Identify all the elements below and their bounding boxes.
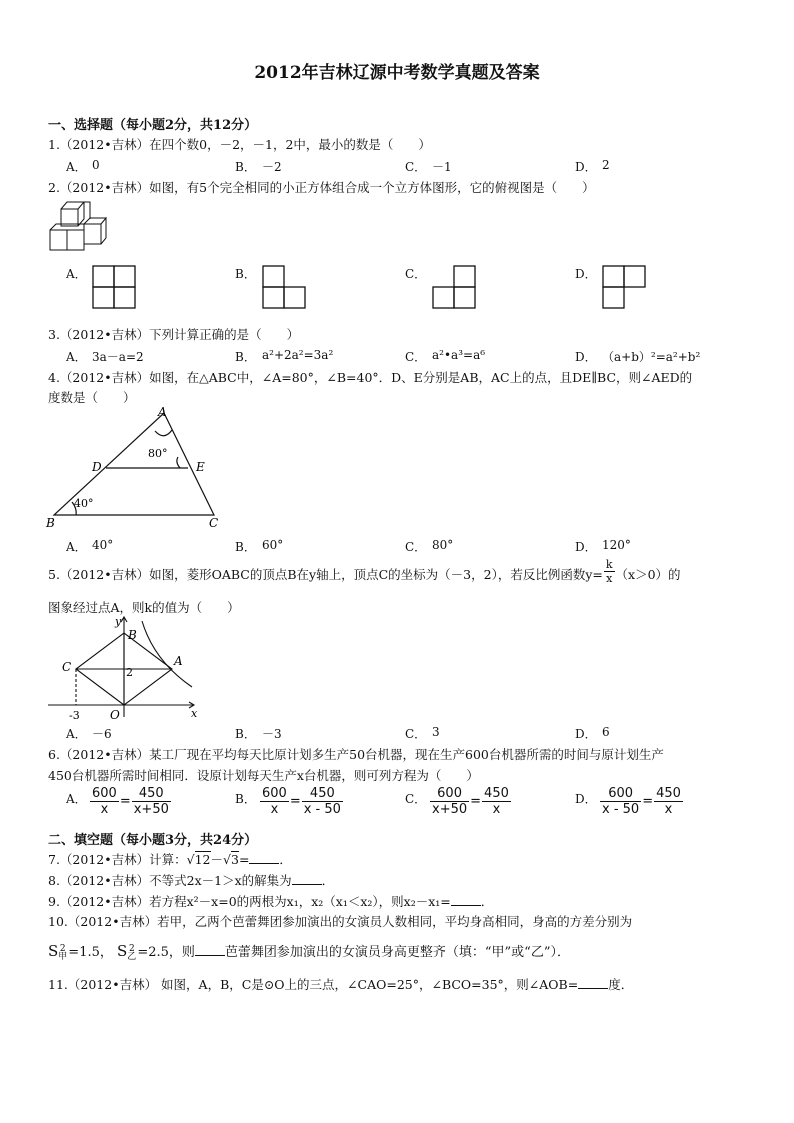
q4-option-b: 60°: [262, 538, 284, 552]
option-label: C．: [405, 160, 427, 174]
option-label: C．: [405, 727, 427, 741]
question-1-stem: 1.（2012•吉林）在四个数0，－2，－1，2中，最小的数是（ ）: [48, 137, 431, 152]
q2-option-a-grid: [92, 265, 138, 311]
section-choice-heading: 一、选择题（每小题2分，共12分）: [48, 118, 258, 133]
option-label: B．: [235, 350, 256, 364]
q1-option-b: －2: [262, 160, 282, 174]
question-8-stem: 8.（2012•吉林）不等式2x－1＞x的解集为 ．: [48, 873, 335, 888]
q3-option-c: a²•a³=a⁶: [432, 348, 486, 362]
option-label: D．: [575, 540, 597, 554]
rhombus-coordinate-figure: [44, 613, 204, 723]
q5-option-b: －3: [262, 727, 282, 741]
vertex-c-label: C: [62, 660, 72, 674]
option-label: B．: [235, 727, 256, 741]
k-over-x-fraction: $\frac{k}{x}$: [605, 558, 613, 585]
origin-label: O: [110, 708, 120, 722]
q1-option-d: 2: [602, 158, 610, 172]
option-label: D．: [575, 267, 597, 281]
question-10-stem: 10.（2012•吉林）若甲，乙两个芭蕾舞团参加演出的女演员人数相同，平均身高相同，身高的方差分别为: [48, 914, 633, 929]
option-label: C．: [405, 267, 427, 281]
vertex-a-label: A: [158, 405, 167, 419]
page-title: 2012年吉林辽源中考数学真题及答案: [254, 63, 540, 83]
q6-option-c: $\frac{600}{x+50}$ = $\frac{450}{x}$: [432, 786, 509, 817]
q4-option-d: 120°: [602, 538, 631, 552]
neg3-label: -3: [69, 709, 80, 722]
angle-b-label: 40°: [74, 497, 94, 510]
section-fill-heading: 二、填空题（每小题3分，共24分）: [48, 833, 258, 848]
q6-option-a: $\frac{600}{x}$ = $\frac{450}{x+50}$: [92, 786, 169, 817]
question-4-stem: 4.（2012•吉林）如图，在△ABC中，∠A=80°，∠B=40°．D、E分别是AB，AC上的点，且DE∥BC，则∠AED的: [48, 370, 693, 385]
vertex-b-label: B: [128, 628, 137, 642]
option-label: D．: [575, 792, 597, 806]
q5-option-d: 6: [602, 725, 610, 739]
vertex-a-label: A: [174, 654, 183, 668]
option-label: B．: [235, 540, 256, 554]
question-6-stem: 6.（2012•吉林）某工厂现在平均每天比原计划多生产50台机器，现在生产600台机器所需的时间与原计划生产: [48, 747, 664, 762]
question-10-stem-cont: S 2 甲 =1.5， S 2 乙 =2.5，则 芭蕾舞团参加演出的女演员身高更整齐（填：“甲”或“乙”）．: [48, 942, 570, 962]
q1-option-a: 0: [92, 158, 100, 172]
option-label: D．: [575, 350, 597, 364]
option-label: D．: [575, 160, 597, 174]
option-label: B．: [235, 267, 256, 281]
option-label: C．: [405, 792, 427, 806]
cube-stack-figure: [46, 196, 110, 260]
q2-option-b-grid: [262, 265, 308, 311]
q5-option-c: 3: [432, 725, 440, 739]
answer-blank[interactable]: [578, 976, 608, 989]
question-5-stem: 5.（2012•吉林）如图，菱形OABC的顶点B在y轴上，顶点C的坐标为（－3，2），若反比例函数y= $\frac{k}{x}$ （x＞0）的: [48, 558, 681, 585]
point-d-label: D: [92, 460, 102, 474]
q3-option-b: a²+2a²=3a²: [262, 348, 334, 362]
vertex-b-label: B: [46, 516, 55, 530]
answer-blank[interactable]: [249, 851, 279, 864]
q5-option-a: －6: [92, 727, 112, 741]
option-label: A．: [66, 350, 87, 364]
angle-a-label: 80°: [148, 447, 168, 460]
option-label: C．: [405, 540, 427, 554]
question-11-stem: 11.（2012•吉林） 如图，A，B，C是⊙O上的三点，∠CAO=25°，∠BCO=35°，则∠AOB= 度．: [48, 977, 634, 992]
option-label: A．: [66, 160, 87, 174]
option-label: A．: [66, 540, 87, 554]
q6-option-d: $\frac{600}{x - 50}$ = $\frac{450}{x}$: [602, 786, 681, 817]
question-3-stem: 3.（2012•吉林）下列计算正确的是（ ）: [48, 327, 300, 342]
vertex-c-label: C: [209, 516, 219, 530]
q4-option-c: 80°: [432, 538, 454, 552]
q2-option-d-grid: [602, 265, 648, 311]
q2-option-c-grid: [432, 265, 478, 311]
height-2-label: 2: [126, 666, 133, 679]
option-label: B．: [235, 792, 256, 806]
answer-blank[interactable]: [195, 943, 225, 956]
axis-y-label: y: [115, 615, 122, 628]
answer-blank[interactable]: [292, 872, 322, 885]
q3-option-a: 3a－a=2: [92, 350, 144, 364]
option-label: D．: [575, 727, 597, 741]
question-6-stem-cont: 450台机器所需时间相同．设原计划每天生产x台机器，则可列方程为（ ）: [48, 768, 479, 783]
option-label: B．: [235, 160, 256, 174]
q3-option-d: （a+b）²=a²+b²: [602, 350, 701, 364]
option-label: A．: [66, 727, 87, 741]
option-label: C．: [405, 350, 427, 364]
q6-option-b: $\frac{600}{x}$ = $\frac{450}{x - 50}$: [262, 786, 341, 817]
sqrt-icon: √: [186, 852, 195, 867]
sqrt-icon: √: [223, 852, 231, 867]
option-label: A．: [66, 792, 87, 806]
q1-option-c: －1: [432, 160, 452, 174]
axis-x-label: x: [191, 707, 198, 720]
triangle-abc-figure: [44, 405, 234, 530]
option-label: A．: [66, 267, 87, 281]
answer-blank[interactable]: [451, 893, 481, 906]
question-4-stem-cont: 度数是（ ）: [48, 390, 136, 405]
question-5-stem-cont: 图象经过点A，则k的值为（ ）: [48, 600, 240, 615]
q4-option-a: 40°: [92, 538, 114, 552]
question-7-stem: 7.（2012•吉林）计算：√12－√3= ．: [48, 852, 292, 867]
question-2-stem: 2.（2012•吉林）如图，有5个完全相同的小正方体组合成一个立方体图形，它的俯视图是（ ）: [48, 180, 595, 195]
point-e-label: E: [196, 460, 205, 474]
question-9-stem: 9.（2012•吉林）若方程x²－x=0的两根为x₁，x₂（x₁＜x₂），则x₂－x₁= ．: [48, 894, 494, 909]
